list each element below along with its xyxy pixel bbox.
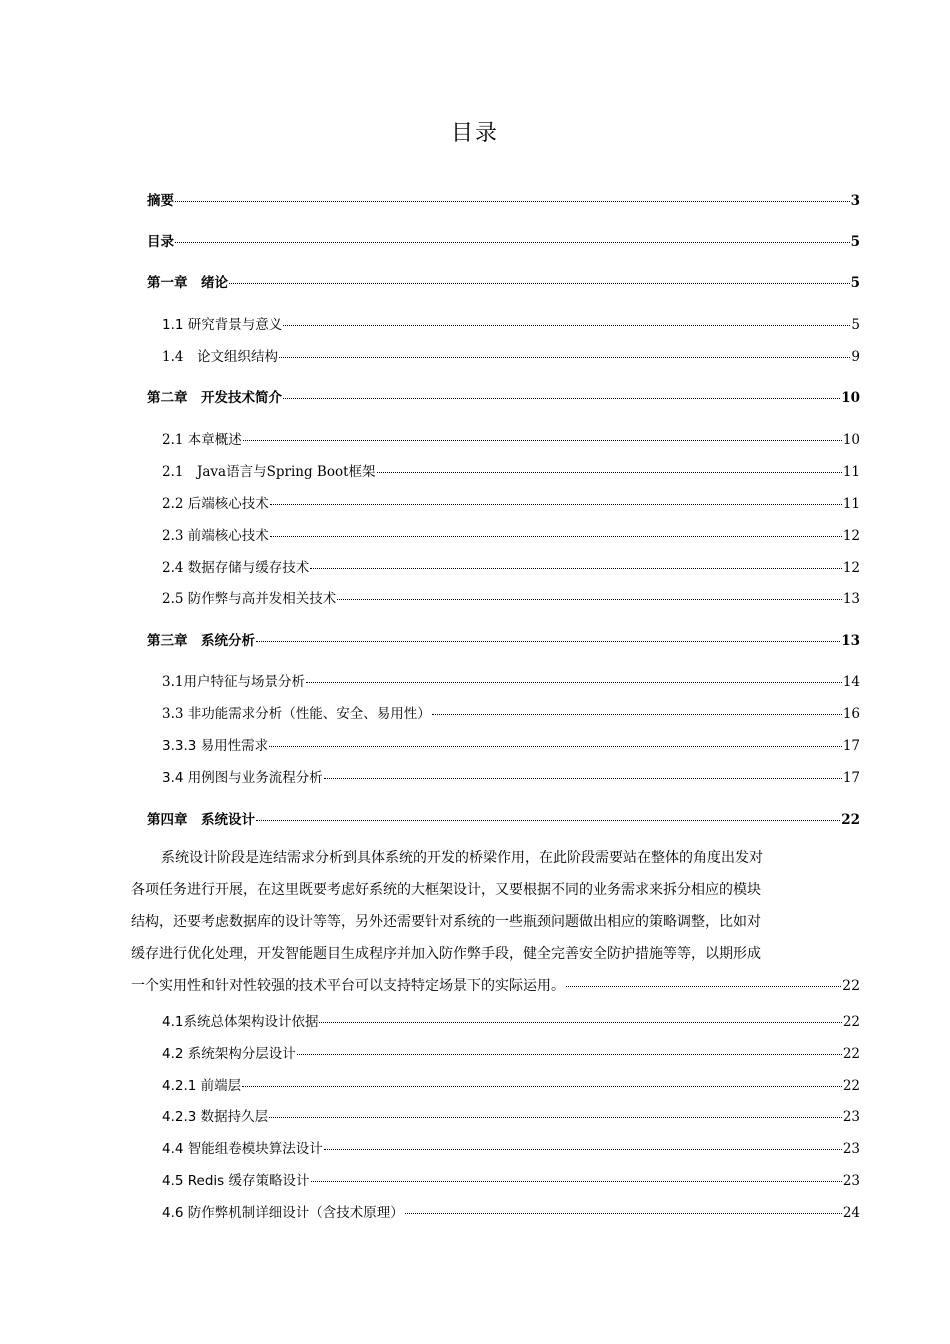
toc-entry-page: 11 (842, 464, 860, 480)
toc-entry-page: 22 (841, 812, 860, 828)
paragraph-line: 缓存进行优化处理，开发智能题目生成程序并加入防作弊手段，健全完善安全防护措施等等，以期形成 (131, 946, 761, 962)
toc-entry-page: 9 (851, 349, 860, 365)
toc-entry[interactable] (162, 1010, 860, 1030)
dot-leader (270, 536, 842, 537)
dot-leader (270, 504, 842, 505)
toc-entry-page: 3 (850, 193, 860, 209)
toc-entry-page: 10 (842, 432, 860, 448)
toc-entry[interactable] (147, 386, 860, 406)
toc-entry[interactable] (162, 734, 860, 754)
dot-leader (279, 357, 850, 358)
toc-entry-label: 4.2.1 前端层 (162, 1078, 242, 1094)
toc-entry-label: 2.1 本章概述 (162, 432, 242, 448)
dot-leader (297, 1054, 842, 1055)
toc-entry[interactable] (162, 1042, 860, 1062)
toc-entry-page: 23 (842, 1173, 860, 1189)
toc-entry[interactable] (162, 345, 860, 365)
toc-entry[interactable] (162, 460, 860, 480)
toc-entry[interactable] (162, 556, 860, 576)
toc-entry-label: 3.3.3 易用性需求 (162, 738, 269, 754)
toc-entry-page: 22 (842, 978, 860, 994)
toc-entry-label: 2.5 防作弊与高并发相关技术 (162, 591, 337, 607)
toc-entry[interactable] (147, 271, 860, 291)
toc-entry-page: 12 (842, 560, 860, 576)
toc-entry[interactable] (162, 670, 860, 690)
dot-leader (175, 201, 850, 202)
toc-entry-page: 22 (842, 1014, 860, 1030)
toc-entry-label: 2.1 Java语言与Spring Boot框架 (162, 464, 376, 480)
toc-entry-page: 10 (841, 390, 860, 406)
dot-leader (306, 682, 842, 683)
toc-entry-label: 第四章 系统设计 (147, 812, 255, 828)
dot-leader (337, 599, 842, 600)
toc-entry-label: 3.3 非功能需求分析（性能、安全、易用性） (162, 706, 431, 722)
toc-entry[interactable] (162, 524, 860, 544)
dot-leader (377, 472, 842, 473)
toc-entry-page: 13 (841, 633, 860, 649)
dot-leader (283, 398, 840, 399)
toc-entry-label: 2.4 数据存储与缓存技术 (162, 560, 310, 576)
paragraph-line: 一个实用性和针对性较强的技术平台可以支持特定场景下的实际运用。 (131, 978, 565, 994)
toc-entry-page: 22 (842, 1046, 860, 1062)
dot-leader (324, 778, 842, 779)
toc-entry-label: 3.4 用例图与业务流程分析 (162, 770, 323, 786)
dot-leader (256, 820, 840, 821)
toc-entry[interactable] (162, 1074, 860, 1094)
toc-entry-page: 5 (850, 234, 860, 250)
toc-entry[interactable] (147, 189, 860, 209)
toc-entry[interactable] (162, 492, 860, 512)
toc-entry-label: 4.6 防作弊机制详细设计（含技术原理） (162, 1205, 404, 1221)
dot-leader (269, 746, 842, 747)
toc-entry-page: 14 (842, 674, 860, 690)
toc-entry[interactable] (162, 702, 860, 722)
toc-entry-label: 目录 (147, 234, 174, 250)
dot-leader (175, 242, 850, 243)
dot-leader (242, 1086, 842, 1087)
toc-entry[interactable] (162, 587, 860, 607)
toc-entry-label: 4.2 系统架构分层设计 (162, 1046, 296, 1062)
paragraph-line: 各项任务进行开展，在这里既要考虑好系统的大框架设计，又要根据不同的业务需求来拆分相应的模块 (131, 882, 761, 898)
dot-leader (283, 325, 850, 326)
dot-leader (310, 568, 842, 569)
toc-entry-page: 12 (842, 528, 860, 544)
toc-entry-page: 5 (850, 275, 860, 291)
toc-entry-page: 13 (842, 591, 860, 607)
dot-leader (243, 440, 842, 441)
toc-entry-label: 3.1用户特征与场景分析 (162, 674, 305, 690)
toc-entry[interactable] (162, 1137, 860, 1157)
paragraph-last-line (131, 970, 860, 1002)
dot-leader (311, 1181, 842, 1182)
toc-entry-label: 1.1 研究背景与意义 (162, 317, 283, 333)
toc-entry-page: 23 (842, 1141, 860, 1157)
toc-entry-page: 24 (842, 1205, 860, 1221)
toc-entry-label: 4.4 智能组卷模块算法设计 (162, 1141, 323, 1157)
toc-entry[interactable] (147, 629, 860, 649)
dot-leader (229, 283, 850, 284)
toc-entry-label: 摘要 (147, 193, 174, 209)
dot-leader (324, 1149, 842, 1150)
page-title: 目录 (450, 121, 499, 146)
toc-entry-label: 第二章 开发技术简介 (147, 390, 282, 406)
toc-entry[interactable] (162, 1105, 860, 1125)
toc-entry[interactable] (162, 1169, 860, 1189)
toc-entry[interactable] (147, 230, 860, 250)
toc-entry-page: 11 (842, 496, 860, 512)
toc-entry-label: 1.4 论文组织结构 (162, 349, 278, 365)
dot-leader (319, 1022, 841, 1023)
toc-entry-label: 4.1系统总体架构设计依据 (162, 1014, 319, 1030)
toc-entry-label: 2.2 后端核心技术 (162, 496, 269, 512)
toc-entry-label: 第三章 系统分析 (147, 633, 255, 649)
toc-entry-page: 22 (842, 1078, 860, 1094)
toc-entry-page: 16 (842, 706, 860, 722)
paragraph-line: 结构，还要考虑数据库的设计等等，另外还需要针对系统的一些瓶颈问题做出相应的策略调整，比如对 (131, 914, 761, 930)
toc-entry-label: 4.2.3 数据持久层 (162, 1109, 269, 1125)
toc-entry-page: 17 (842, 770, 860, 786)
toc-entry[interactable] (162, 428, 860, 448)
toc-entry[interactable] (162, 313, 860, 333)
dot-leader (256, 641, 840, 642)
chapter-intro-paragraph (131, 842, 860, 1002)
dot-leader (269, 1117, 842, 1118)
paragraph-line: 系统设计阶段是连结需求分析到具体系统的开发的桥梁作用，在此阶段需要站在整体的角度出发对 (161, 850, 763, 866)
dot-leader (405, 1213, 842, 1214)
toc-entry-page: 23 (842, 1109, 860, 1125)
toc-entry-page: 5 (851, 317, 860, 333)
toc-entry-page: 17 (842, 738, 860, 754)
toc-entry-label: 2.3 前端核心技术 (162, 528, 269, 544)
toc-entry[interactable] (162, 766, 860, 786)
dot-leader (566, 986, 841, 987)
toc-entry-label: 第一章 绪论 (147, 275, 228, 291)
dot-leader (432, 714, 842, 715)
toc-entry-label: 4.5 Redis 缓存策略设计 (162, 1173, 310, 1189)
toc-entry[interactable] (147, 808, 860, 828)
toc-entry[interactable] (162, 1201, 860, 1221)
